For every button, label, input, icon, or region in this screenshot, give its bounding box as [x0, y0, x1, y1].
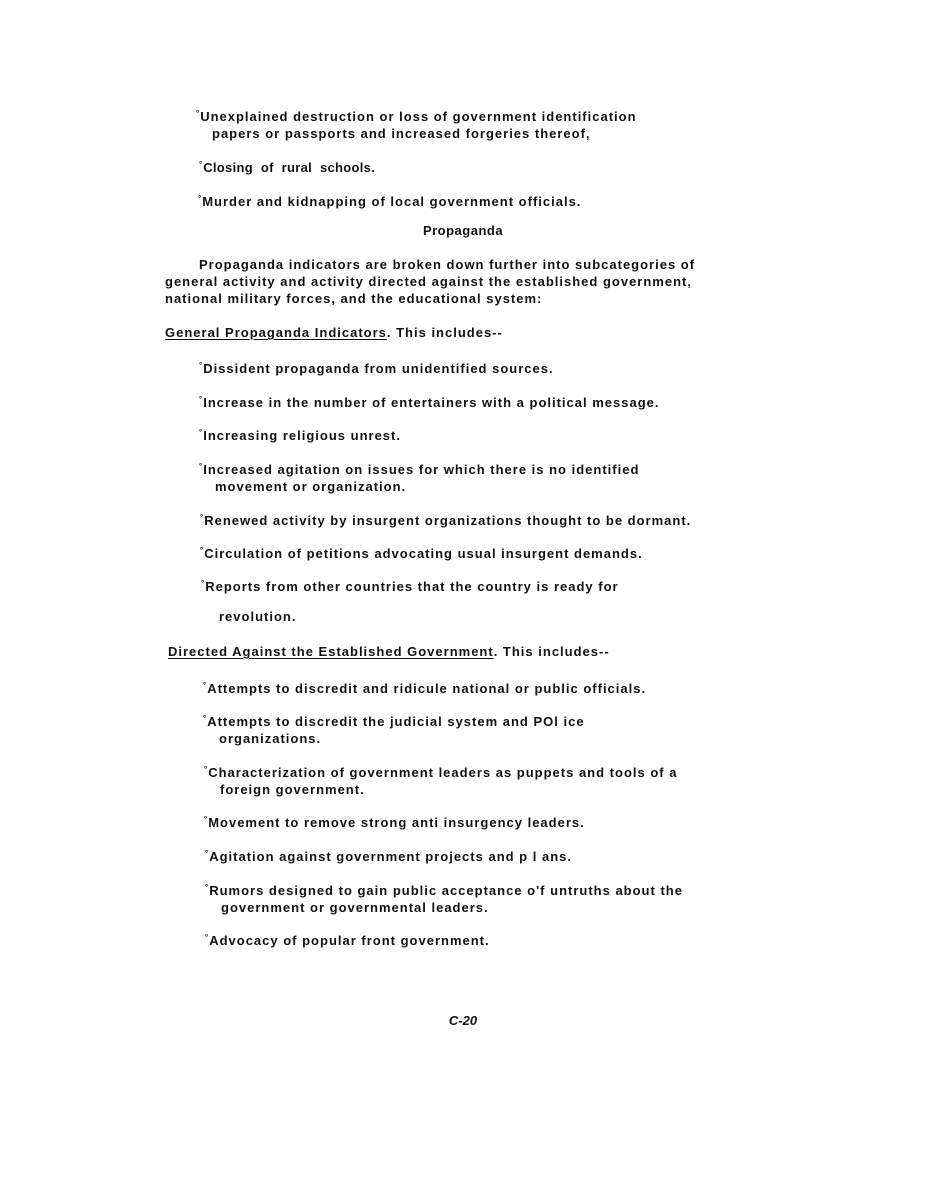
bullet-icon: ° — [203, 681, 207, 690]
list-item: °Unexplained destruction or loss of government identification papers or passports and increased forgeries thereof, — [196, 109, 637, 141]
list-item: °Renewed activity by insurgent organizations thought to be dormant. — [200, 513, 692, 528]
bullet-icon: ° — [199, 361, 203, 370]
list-item: °Rumors designed to gain public acceptance o'f untruths about the government or governmental leaders. — [205, 883, 683, 915]
subsection-title: Directed Against the Established Government. This includes-- — [168, 644, 610, 659]
list-item: °Movement to remove strong anti insurgency leaders. — [204, 815, 585, 830]
list-item: °Agitation against government projects and p l ans. — [205, 849, 572, 864]
list-item: °Attempts to discredit and ridicule national or public officials. — [203, 681, 647, 696]
bullet-icon: ° — [199, 462, 203, 471]
bullet-icon: ° — [200, 546, 204, 555]
bullet-icon: ° — [205, 883, 209, 892]
subsection-title: General Propaganda Indicators. This includes-- — [165, 325, 503, 340]
list-item: °Attempts to discredit the judicial system and POl ice organizations. — [203, 714, 585, 746]
list-item: °Murder and kidnapping of local government officials. — [198, 194, 582, 209]
bullet-icon: ° — [199, 395, 203, 404]
list-item: °Increase in the number of entertainers with a political message. — [199, 395, 660, 410]
bullet-icon: ° — [204, 815, 208, 824]
list-item: °Advocacy of popular front government. — [205, 933, 490, 948]
intro-line: national military forces, and the educational system: — [165, 291, 543, 306]
list-item: °Characterization of government leaders as puppets and tools of a foreign government. — [204, 765, 678, 797]
bullet-icon: ° — [205, 849, 209, 858]
list-item: °Reports from other countries that the country is ready for — [201, 579, 619, 594]
bullet-icon: ° — [201, 579, 205, 588]
bullet-icon: ° — [198, 194, 202, 203]
list-item-continuation: revolution. — [219, 609, 297, 624]
list-item: °Increasing religious unrest. — [199, 428, 401, 443]
list-item: °Closing of rural schools. — [199, 160, 376, 175]
bullet-icon: ° — [205, 933, 209, 942]
bullet-icon: ° — [199, 428, 203, 437]
page-number: C-20 — [448, 1013, 478, 1028]
bullet-icon: ° — [200, 513, 204, 522]
intro-line: Propaganda indicators are broken down further into subcategories of — [199, 257, 696, 272]
bullet-icon: ° — [199, 160, 203, 169]
bullet-icon: ° — [204, 765, 208, 774]
list-item: °Increased agitation on issues for which there is no identified movement or organization. — [199, 462, 640, 494]
list-item: °Dissident propaganda from unidentified sources. — [199, 361, 554, 376]
bullet-icon: ° — [196, 109, 200, 118]
section-heading: Propaganda — [422, 223, 504, 238]
bullet-icon: ° — [203, 714, 207, 723]
intro-line: general activity and activity directed against the established government, — [165, 274, 692, 289]
list-item: °Circulation of petitions advocating usual insurgent demands. — [200, 546, 643, 561]
